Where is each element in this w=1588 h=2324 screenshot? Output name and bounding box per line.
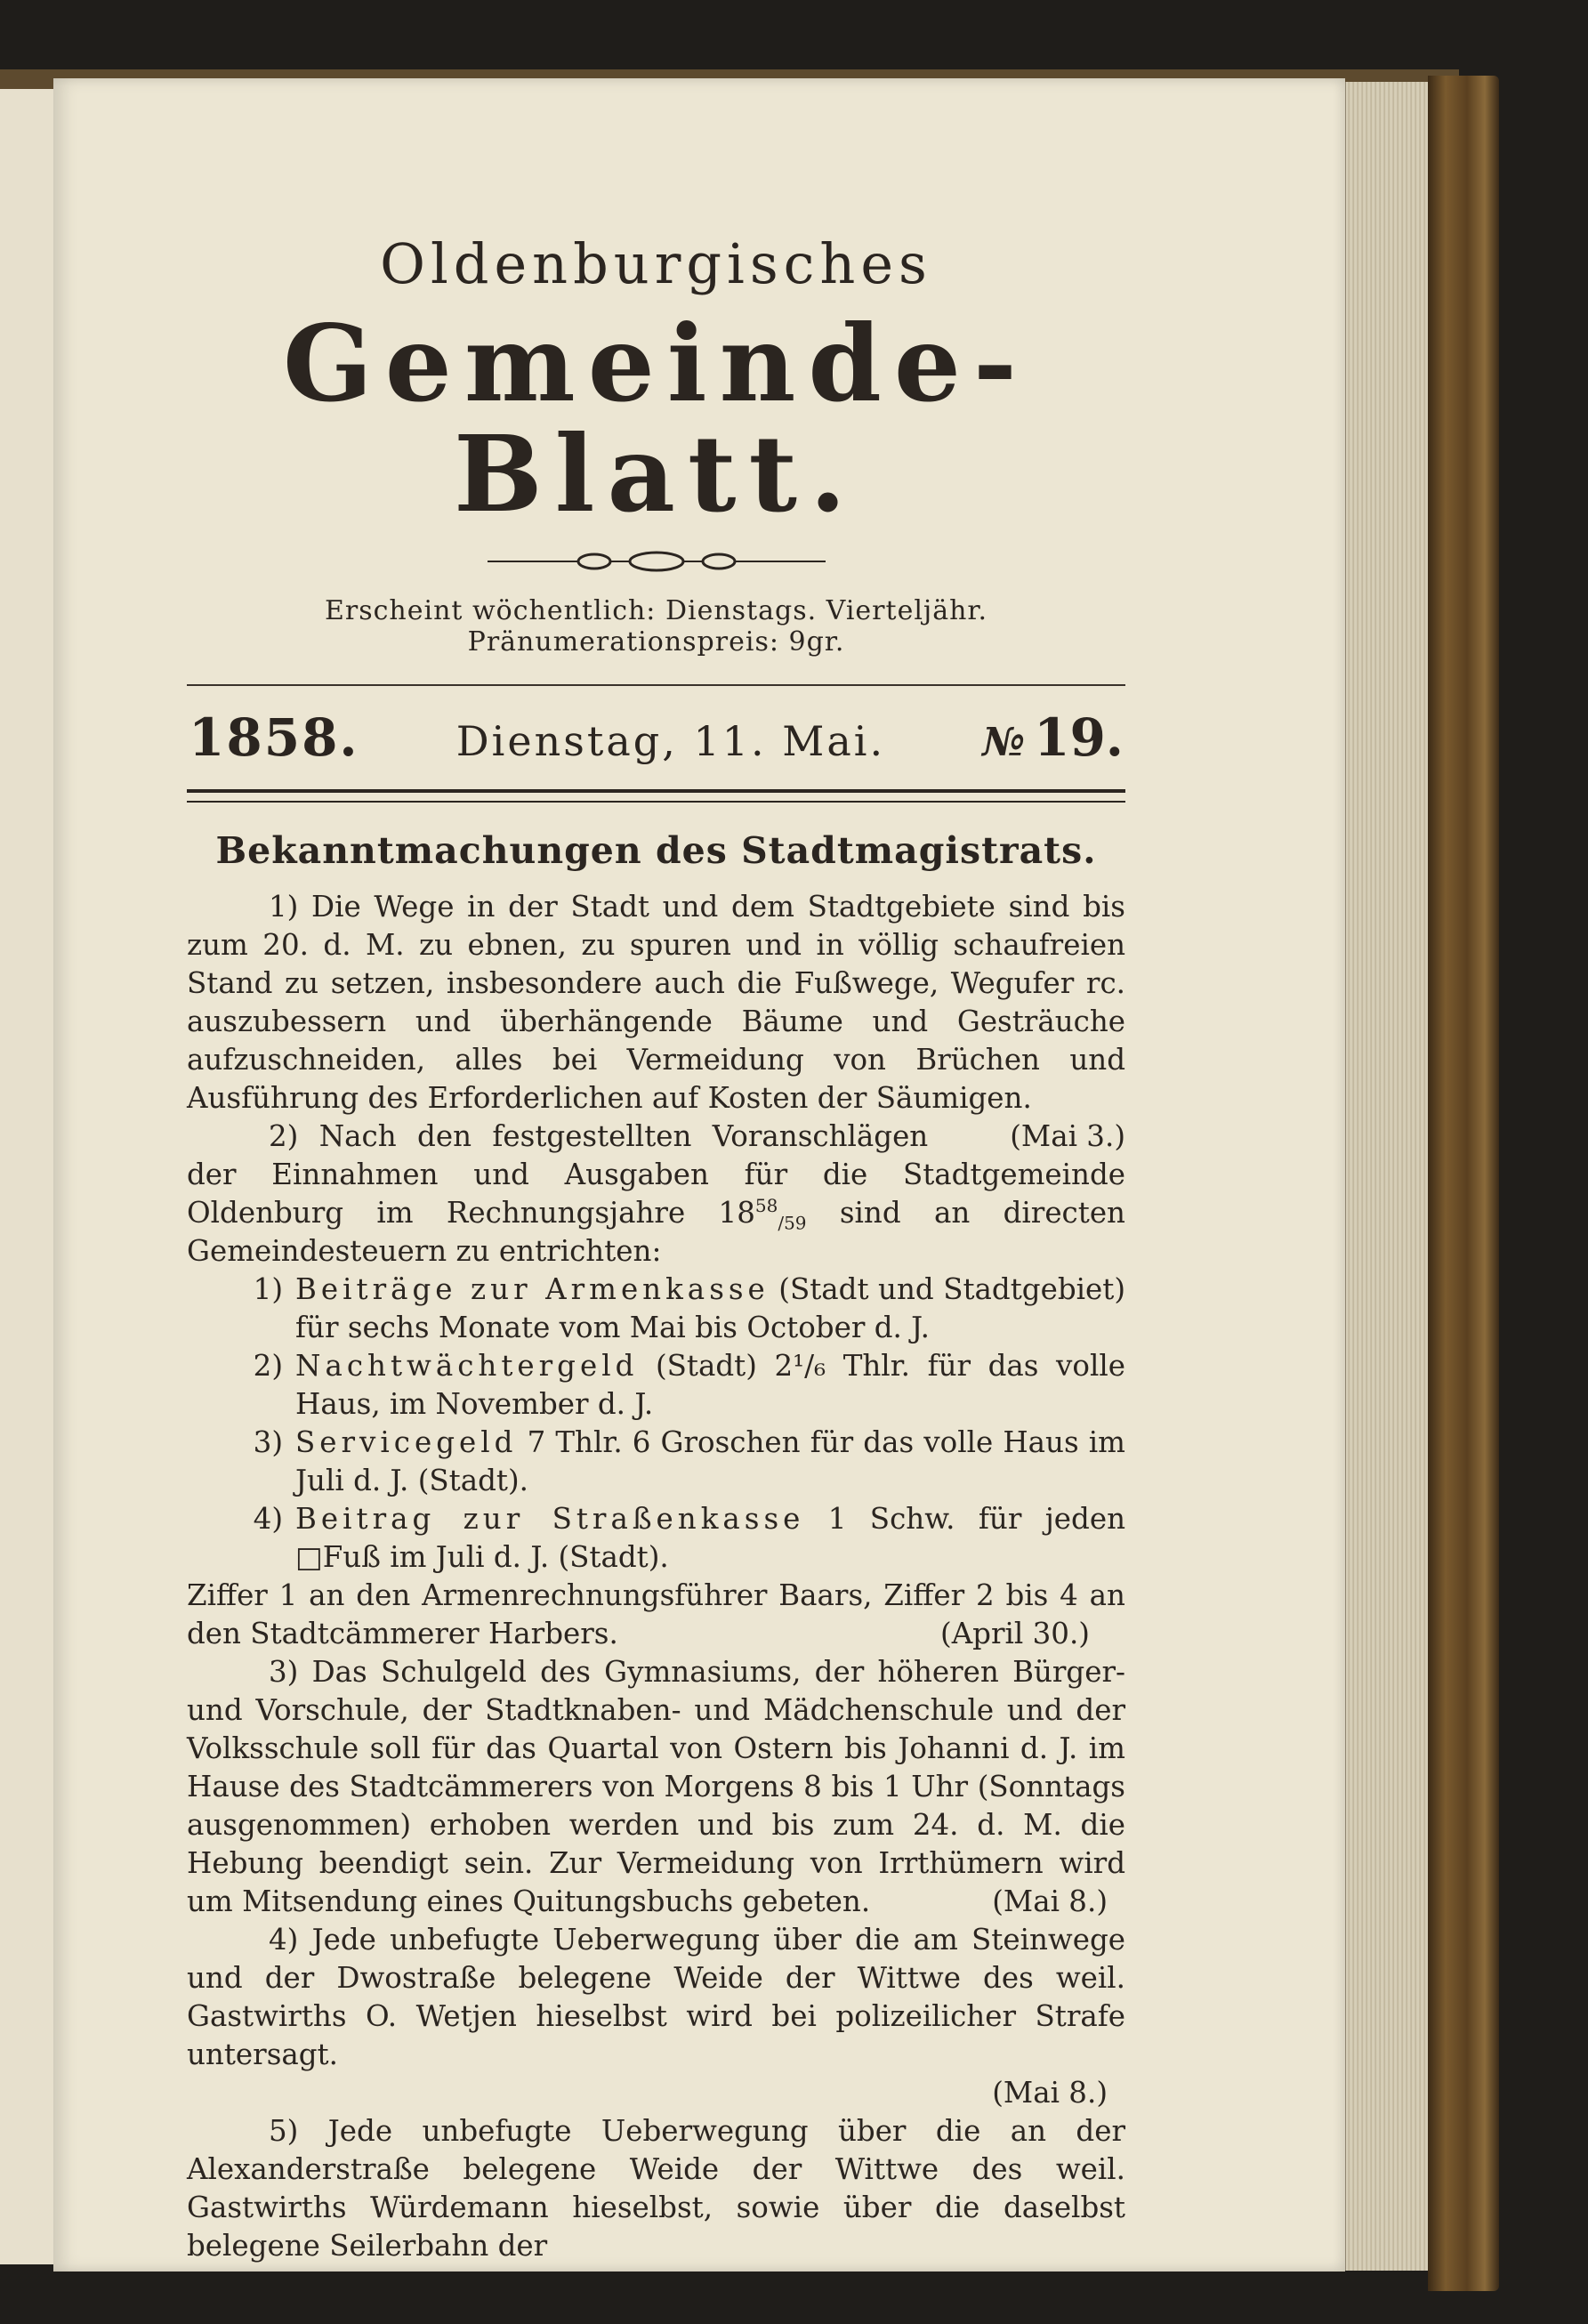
number-sign: № [982, 719, 1026, 765]
ornament-divider-icon [187, 551, 1125, 576]
list-item-body: (Stadt) 2¹/₆ Thlr. für das volle Haus, im November d. J. [295, 1348, 1125, 1421]
list-item [187, 1500, 1125, 1577]
page-block-edges [1345, 82, 1431, 2271]
paragraph-5 [187, 2112, 1125, 2265]
paragraph-2-intro-b: sind an directen Gemeindesteuern zu entrichten: [187, 1195, 1125, 1268]
issue-number [982, 707, 1124, 768]
list-item [187, 1347, 1125, 1424]
list-item-label: Servicegeld [295, 1424, 518, 1459]
book-cover-edge [1428, 76, 1499, 2291]
list-item-body: 7 Thlr. 6 Groschen für das volle Haus im Juli d. J. (Stadt). [295, 1424, 1125, 1497]
list-item-number: 1) [253, 1271, 283, 1306]
list-item-number: 4) [253, 1501, 283, 1536]
list-item-number: 2) [253, 1348, 283, 1383]
list-item [187, 1271, 1125, 1347]
issue-number-value: 19. [1034, 706, 1124, 768]
double-rule [187, 789, 1125, 803]
fiscal-year-sup: 58 [754, 1194, 778, 1216]
list-item [187, 1424, 1125, 1500]
paragraph-3-date: (Mai 8.) [992, 1884, 1108, 1918]
masthead-title-line1: Oldenburgisches [380, 231, 932, 296]
dateline [187, 707, 1125, 768]
paragraph-5-text: 5) Jede unbefugte Ueberwegung über die an der Alexanderstraße belegene Weide der Wittwe des weil. Gastwirths Würdemann hieselbst, sowie über die daselbst belegene Seilerbahn der [187, 2113, 1125, 2263]
paragraph-2-intro-a: 2) Nach den festgestellten Voranschlägen der Einnahmen und Ausgaben für die Stadtgemeinde Oldenburg im Rechnungsjahre 18 [187, 1118, 1125, 1230]
paragraph-1-date: (Mai 3.) [1010, 1118, 1125, 1153]
paragraph-3-text: 3) Das Schulgeld des Gymnasiums, der höheren Bürger- und Vorschule, der Stadtknaben- und Mädchenschule und der Volksschule soll für das Quartal von Ostern bis Johanni d. J. im Hause des Stadtcämmerers von Morgens 8 bis 1 Uhr (Sonntags ausgenommen) erhoben werden und bis zum 24. d. M. die Hebung beendigt sein. Zur Vermeidung von Irrthümern wird um Mitsendung eines Quitungsbuchs gebeten. [187, 1654, 1125, 1918]
list-item-label: Beitrag zur Straßenkasse [295, 1501, 805, 1536]
paragraph-1-text: 1) Die Wege in der Stadt und dem Stadtgebiete sind bis zum 20. d. M. zu ebnen, zu spuren und in völlig schaufreien Stand zu setzen, insbesondere auch die Fußwege, Wegufer rc. auszubessern und überhängende Bäume und Gesträuche aufzuschneiden, alles bei Vermeidung von Brüchen und Ausführung des Erforderlichen auf Kosten der Säumigen. [187, 889, 1125, 1115]
paragraph-4-date: (Mai 8.) [992, 2075, 1108, 2110]
paragraph-4 [187, 1921, 1125, 2074]
paragraph-3 [187, 1653, 1125, 1921]
article-body [187, 888, 1125, 2265]
list-item-text [295, 1347, 1125, 1424]
masthead [187, 231, 1125, 658]
list-item-body: (Stadt und Stadtgebiet) für sechs Monate vom Mai bis October d. J. [295, 1271, 1125, 1344]
paragraph-2-closing [187, 1577, 1125, 1653]
paragraph-4-text: 4) Jede unbefugte Ueberwegung über die am Steinwege und der Dwostraße belegene Weide der Wittwe des weil. Gastwirths O. Wetjen hieselbst wird bei polizeilicher Strafe untersagt. [187, 1922, 1125, 2071]
fiscal-year-sub: /59 [778, 1212, 807, 1234]
list-item-label: Nachtwächtergeld [295, 1348, 639, 1383]
issue-date: Dienstag, 11. Mai. [455, 716, 886, 765]
masthead-title-line2: Gemeinde-Blatt. [283, 302, 1029, 536]
list-item-number: 3) [253, 1424, 283, 1459]
paragraph-1 [187, 888, 1125, 1153]
list-item-text [295, 1424, 1125, 1500]
section-title: Bekanntmachungen des Stadtmagistrats. [215, 828, 1097, 872]
list-item-text [295, 1500, 1125, 1577]
list-item-label: Beiträge zur Armenkasse [295, 1271, 770, 1306]
paragraph-2-closing-text: Ziffer 1 an den Armenrechnungsführer Baars, Ziffer 2 bis 4 an den Stadtcämmerer Harbers. [187, 1578, 1125, 1650]
issue-year: 1858. [189, 706, 359, 768]
list-item-text [295, 1271, 1125, 1347]
publication-info: Erscheint wöchentlich: Dienstags. Vierteljähr. Pränumerationspreis: 9gr. [324, 594, 988, 658]
tax-list [187, 1271, 1125, 1577]
header-rule [187, 684, 1125, 686]
page-content [187, 231, 1125, 2265]
paragraph-2-date: (April 30.) [940, 1616, 1090, 1650]
list-item-body: 1 Schw. für jeden □Fuß im Juli d. J. (Stadt). [295, 1501, 1126, 1574]
